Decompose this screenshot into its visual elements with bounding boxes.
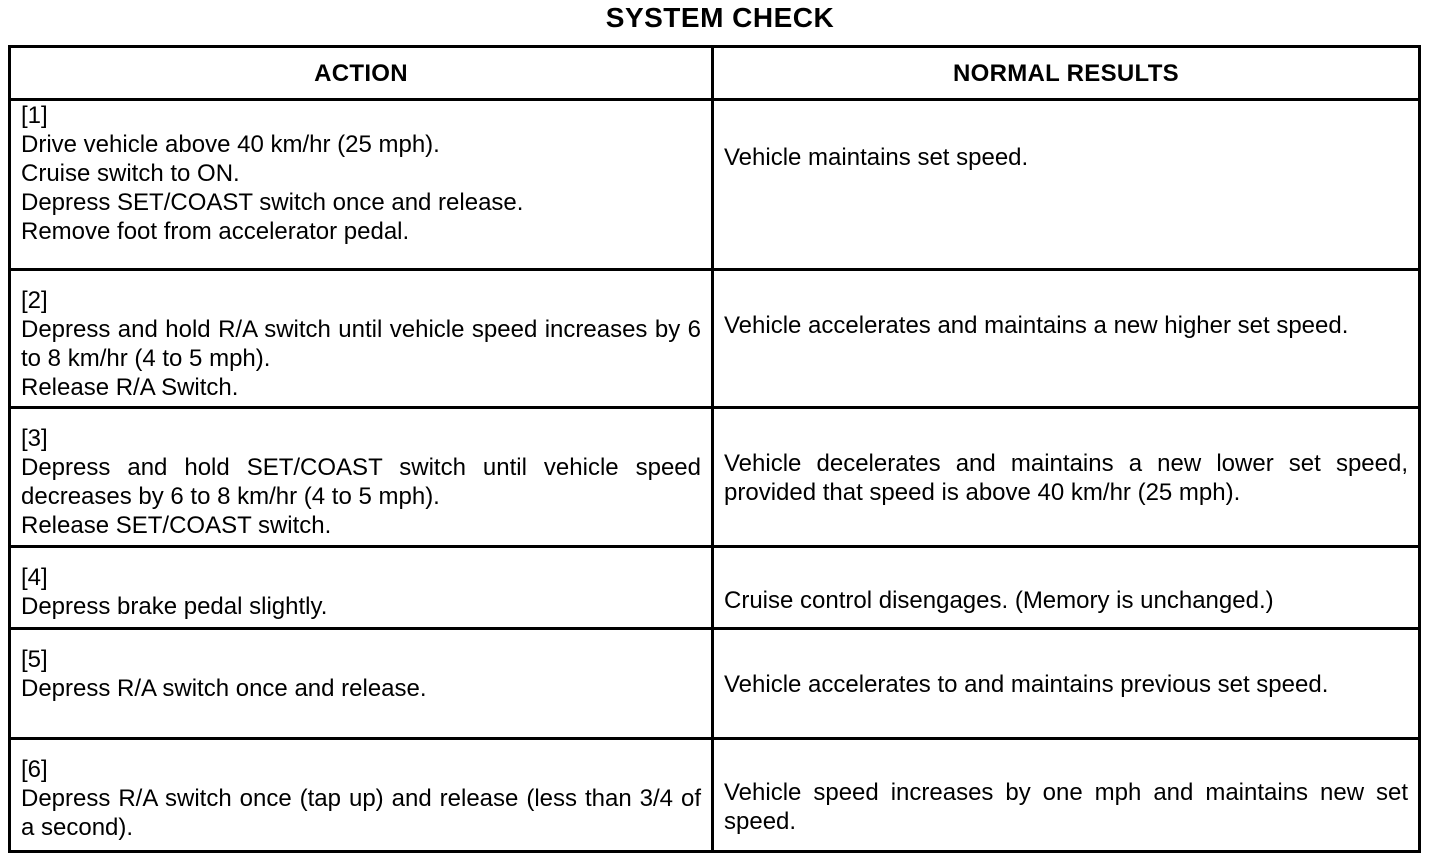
action-cell xyxy=(10,100,713,270)
action-text: Depress and hold R/A switch until vehicle speed increases by 6 to 8 km/hr (4 to 5 mph). xyxy=(21,316,701,372)
action-cell xyxy=(10,270,713,408)
step-number: [1] xyxy=(21,102,48,129)
action-text: Depress R/A switch once and release. xyxy=(21,675,427,702)
result-text: Vehicle accelerates to and maintains previous set speed. xyxy=(724,671,1329,698)
step-number: [6] xyxy=(21,756,48,783)
system-check-table xyxy=(8,45,1421,853)
step-number: [5] xyxy=(21,646,48,673)
action-line: Depress SET/COAST switch once and release. xyxy=(21,189,524,216)
step-number: [2] xyxy=(21,287,48,314)
table-row xyxy=(10,739,1420,852)
result-text: Cruise control disengages. (Memory is unchanged.) xyxy=(724,587,1274,614)
action-line: Drive vehicle above 40 km/hr (25 mph). xyxy=(21,131,440,158)
action-text: Depress brake pedal slightly. xyxy=(21,593,328,620)
result-text: Vehicle maintains set speed. xyxy=(724,144,1029,171)
header-action: ACTION xyxy=(10,47,713,100)
table-row xyxy=(10,408,1420,547)
result-cell xyxy=(713,100,1420,270)
result-cell xyxy=(713,270,1420,408)
table-header-row xyxy=(10,47,1420,100)
header-normal-results: NORMAL RESULTS xyxy=(713,47,1420,100)
action-cell xyxy=(10,408,713,547)
table-row xyxy=(10,100,1420,270)
action-text: Depress and hold SET/COAST switch until vehicle speed decreases by 6 to 8 km/hr (4 to 5 mph). xyxy=(21,454,701,510)
action-line: Remove foot from accelerator pedal. xyxy=(21,218,410,245)
document-title: SYSTEM CHECK xyxy=(605,2,835,33)
action-line: Release R/A Switch. xyxy=(21,374,239,401)
action-cell xyxy=(10,547,713,629)
result-cell xyxy=(713,629,1420,739)
result-cell xyxy=(713,739,1420,852)
result-cell xyxy=(713,547,1420,629)
result-text: Vehicle speed increases by one mph and maintains new set speed. xyxy=(724,779,1408,835)
table-row xyxy=(10,270,1420,408)
step-number: [3] xyxy=(21,425,48,452)
result-cell xyxy=(713,408,1420,547)
action-line: Release SET/COAST switch. xyxy=(21,512,332,539)
step-number: [4] xyxy=(21,564,48,591)
table-row xyxy=(10,629,1420,739)
result-text: Vehicle accelerates and maintains a new higher set speed. xyxy=(724,312,1349,339)
action-cell xyxy=(10,739,713,852)
result-text: Vehicle decelerates and maintains a new lower set speed, provided that speed is above 40 km/hr (25 mph). xyxy=(724,450,1408,506)
action-text: Depress R/A switch once (tap up) and release (less than 3/4 of a second). xyxy=(21,785,701,841)
action-cell xyxy=(10,629,713,739)
table-row xyxy=(10,547,1420,629)
action-line: Cruise switch to ON. xyxy=(21,160,240,187)
